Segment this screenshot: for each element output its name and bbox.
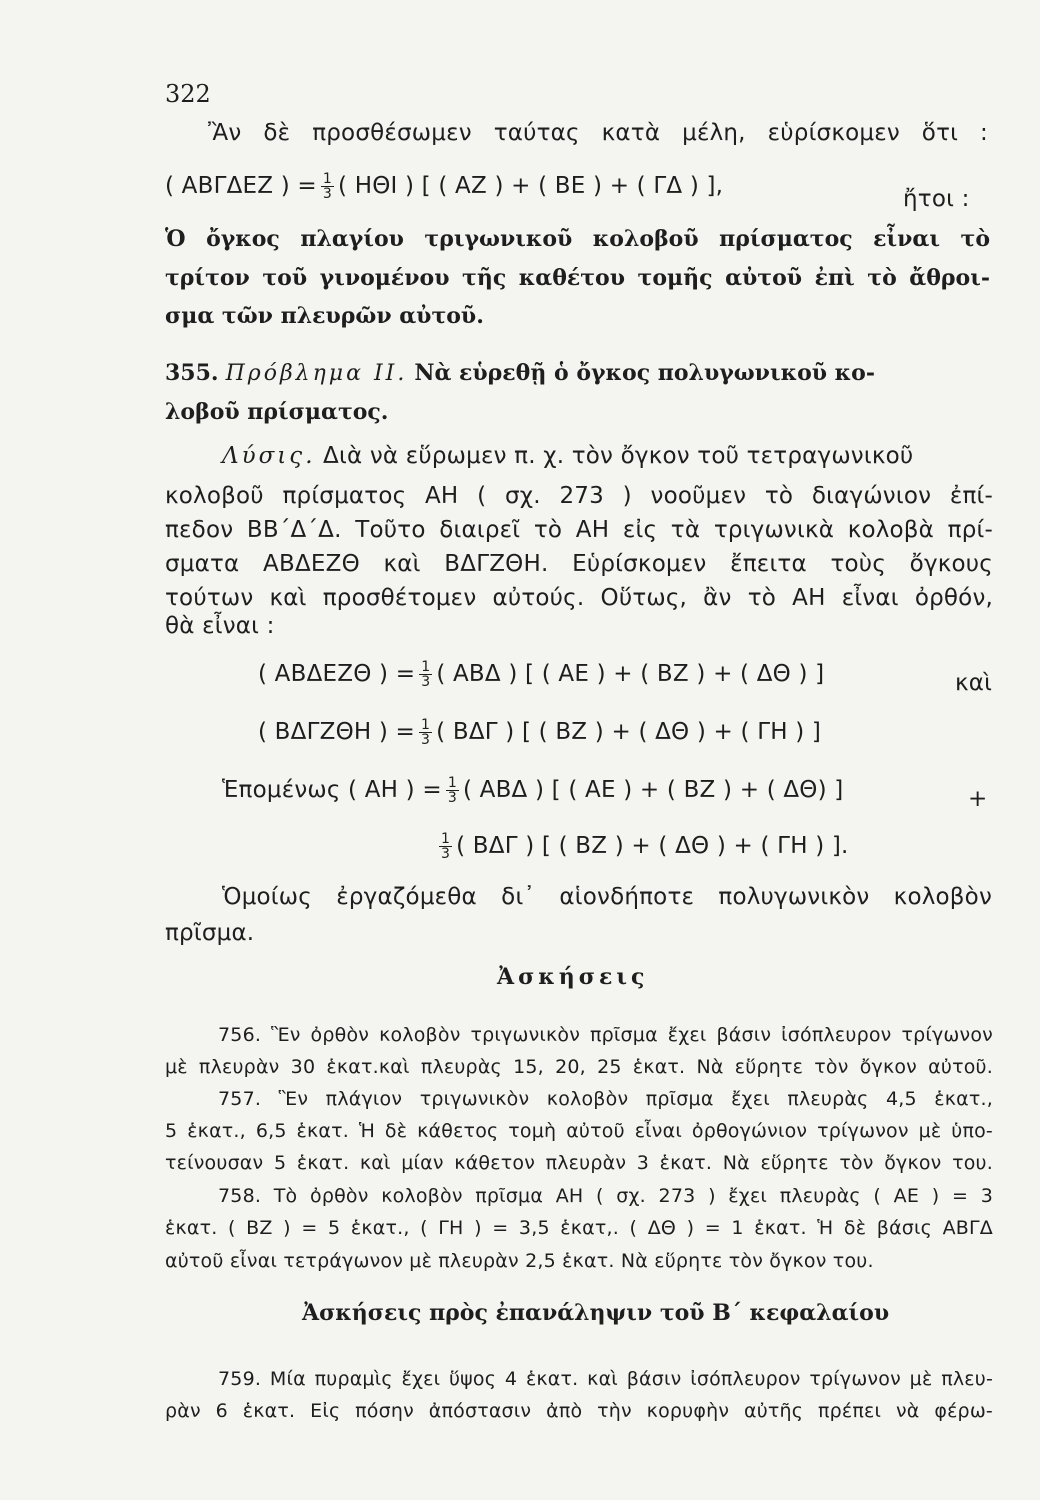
exercise-758-line-1: 758. Τὸ ὀρθὸν κολοβὸν πρῖσμα ΑΗ ( σχ. 273 ) ἔχει πλευρὰς ( ΑΕ ) = 3	[218, 1185, 993, 1207]
formula-3	[258, 718, 821, 747]
formula-3-lhs: ( ΒΔΓΖΘΗ ) =	[258, 719, 416, 745]
fraction-denominator: 3	[322, 186, 333, 202]
theorem-line-3: σμα τῶν πλευρῶν αὐτοῦ.	[165, 303, 484, 329]
fraction-numerator: 1	[421, 659, 431, 675]
fraction-denominator: 3	[447, 790, 457, 806]
formula-1	[165, 172, 723, 201]
review-title: Ἀσκήσεις πρὸς ἐπανάληψιν τοῦ Β΄ κεφαλαίου	[302, 1300, 890, 1326]
solution-line-1	[222, 443, 913, 469]
exercise-756-line-2: μὲ πλευρὰν 30 ἑκατ.καὶ πλευρὰς 15, 20, 25 ἑκατ. Νὰ εὕρητε τὸν ὄγκον αὐτοῦ.	[165, 1056, 993, 1078]
formula-4-fraction	[446, 776, 459, 805]
formula-2-rhs: ( ΑΒΔ ) [ ( ΑΕ ) + ( ΒΖ ) + ( ΔΘ ) ]	[436, 661, 825, 687]
fraction-numerator: 1	[322, 171, 333, 187]
solution-label: Λύσις.	[222, 443, 316, 469]
exercise-758-line-2: ἑκατ. ( ΒΖ ) = 5 ἑκατ., ( ΓΗ ) = 3,5 ἑκατ,. ( ΔΘ ) = 1 ἑκατ. Ἡ δὲ βάσις ΑΒΓΔ	[165, 1217, 993, 1239]
fraction-denominator: 3	[441, 846, 451, 862]
formula-3-fraction	[419, 718, 432, 747]
fraction-numerator: 1	[447, 775, 457, 791]
problem-number: 355.	[165, 360, 219, 386]
closing-line-2: πρῖσμα.	[165, 920, 255, 946]
formula-5	[435, 832, 849, 861]
fraction-numerator: 1	[421, 717, 431, 733]
formula-2-tail: καὶ	[955, 670, 993, 696]
solution-line-5: τούτων καὶ προσθέτομεν αὐτούς. Οὕτως, ἂν τὸ ΑΗ εἶναι ὀρθόν,	[165, 585, 993, 611]
problem-text-line-2: λοβοῦ πρίσματος.	[165, 399, 389, 425]
fraction-denominator: 3	[421, 674, 431, 690]
exercise-759-line-2: ρὰν 6 ἑκατ. Εἰς πόσην ἀπόστασιν ἀπὸ τὴν κορυφὴν αὐτῆς πρέπει νὰ φέρω-	[165, 1400, 993, 1422]
theorem-line-2: τρίτον τοῦ γινομένου τῆς καθέτου τομῆς αὐτοῦ ἐπὶ τὸ ἄθροι-	[165, 265, 990, 291]
formula-5-rhs: ( ΒΔΓ ) [ ( ΒΖ ) + ( ΔΘ ) + ( ΓΗ ) ].	[456, 833, 849, 859]
fraction-numerator: 1	[441, 831, 451, 847]
exercise-759-line-1: 759. Μία πυραμὶς ἔχει ὕψος 4 ἑκατ. καὶ βάσιν ἰσόπλευρον τρίγωνον μὲ πλευ-	[218, 1368, 993, 1390]
formula-1-lhs: ( ΑΒΓΔΕΖ ) =	[165, 173, 317, 199]
fraction-denominator: 3	[421, 732, 431, 748]
formula-2-fraction	[419, 660, 432, 689]
formula-4-lhs: Ἑπομένως ( ΑΗ ) =	[222, 777, 442, 803]
problem-text: Νὰ εὑρεθῇ ὁ ὄγκος πολυγωνικοῦ κο-	[414, 360, 875, 386]
exercise-757-line-3: τείνουσαν 5 ἑκατ. καὶ μίαν κάθετον πλευρὰν 3 ἑκατ. Νὰ εὕρητε τὸν ὄγκον του.	[165, 1152, 993, 1174]
formula-1-tail: ἤτοι :	[903, 186, 970, 212]
exercise-758-line-3: αὐτοῦ εἶναι τετράγωνον μὲ πλευρὰν 2,5 ἑκατ. Νὰ εὕρητε τὸν ὄγκον του.	[165, 1250, 874, 1272]
solution-line-2: κολοβοῦ πρίσματος ΑΗ ( σχ. 273 ) νοοῦμεν τὸ διαγώνιον ἐπί-	[165, 483, 993, 509]
formula-4-tail: +	[968, 786, 988, 812]
problem-label: Πρόβλημα ΙΙ.	[225, 361, 408, 386]
solution-line-4: σματα ΑΒΔΕΖΘ καὶ ΒΔΓΖΘΗ. Εὑρίσκομεν ἔπειτα τοὺς ὄγκους	[165, 551, 993, 577]
exercises-title: Ἀσκήσεις	[497, 964, 649, 990]
theorem-line-1: Ὁ ὄγκος πλαγίου τριγωνικοῦ κολοβοῦ πρίσματος εἶναι τὸ	[165, 226, 990, 252]
exercise-757-line-1: 757. Ἓν πλάγιον τριγωνικὸν κολοβὸν πρῖσμα ἔχει πλευρὰς 4,5 ἑκατ.,	[218, 1088, 993, 1110]
solution-line-3: πεδον ΒΒ΄Δ΄Δ. Τοῦτο διαιρεῖ τὸ ΑΗ εἰς τὰ τριγωνικὰ κολοβὰ πρί-	[165, 517, 993, 543]
exercise-756-line-1: 756. Ἓν ὀρθὸν κολοβὸν τριγωνικὸν πρῖσμα ἔχει βάσιν ἰσόπλευρον τρίγωνον	[218, 1024, 993, 1046]
formula-1-rhs: ( ΗΘΙ ) [ ( ΑΖ ) + ( ΒΕ ) + ( ΓΔ ) ],	[338, 173, 724, 199]
formula-4-rhs: ( ΑΒΔ ) [ ( ΑΕ ) + ( ΒΖ ) + ( ΔΘ) ]	[462, 777, 844, 803]
formula-3-rhs: ( ΒΔΓ ) [ ( ΒΖ ) + ( ΔΘ ) + ( ΓΗ ) ]	[436, 719, 822, 745]
solution-line-6: θὰ εἶναι :	[165, 613, 275, 639]
page-number: 322	[165, 80, 211, 108]
problem-heading	[165, 360, 990, 386]
intro-line: Ἂν δὲ προσθέσωμεν ταύτας κατὰ μέλη, εὑρίσκομεν ὅτι :	[208, 120, 988, 146]
exercise-757-line-2: 5 ἑκατ., 6,5 ἑκατ. Ἡ δὲ κάθετος τομὴ αὐτοῦ εἶναι ὀρθογώνιον τρίγωνον μὲ ὑπο-	[165, 1120, 993, 1142]
formula-4	[222, 776, 843, 805]
formula-5-fraction	[439, 832, 452, 861]
formula-2	[258, 660, 824, 689]
formula-2-lhs: ( ΑΒΔΕΖΘ ) =	[258, 661, 416, 687]
closing-line-1: Ὁμοίως ἐργαζόμεθα δι᾿ αἱονδήποτε πολυγωνικὸν κολοβὸν	[222, 884, 992, 910]
formula-1-fraction	[321, 172, 334, 201]
solution-text-1: Διὰ νὰ εὕρωμεν π. χ. τὸν ὄγκον τοῦ τετραγωνικοῦ	[323, 443, 914, 469]
